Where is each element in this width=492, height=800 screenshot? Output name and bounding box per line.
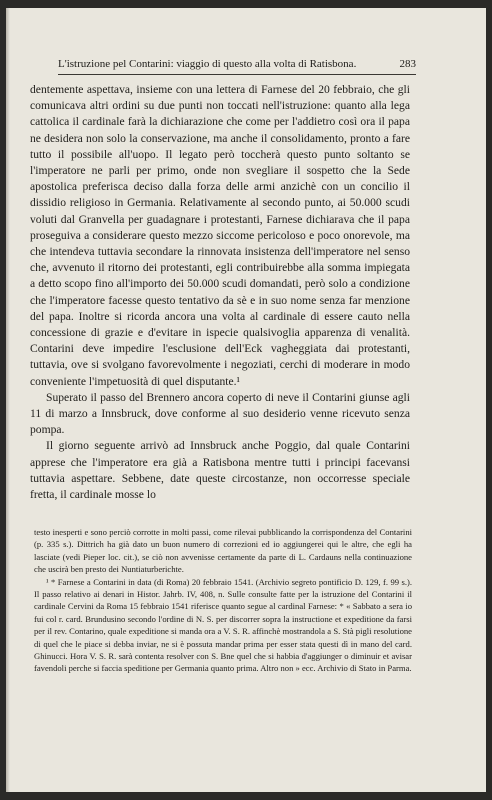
running-header [58,58,416,71]
running-title: L'istruzione pel Contarini: viaggio di questo alla volta di Ratisbona. [58,58,357,70]
main-text [30,82,410,503]
footnote: ¹ * Farnese a Contarini in data (di Roma) 20 febbraio 1541. (Archivio segreto pontificio D. 129, f. 99 s.). Il passo relativo ai denari in Histor. Jahrb. IV, 408, n. Sulle consulte fatte per la istruzione del Contarini il cardinale Cervini da Roma 15 febbraio 1541 riferisce quanto segue al cardinal Farnese: * « Sabbato a sera io fui col r. card. Brundusino secondo l'ordine di N. S. per discorrer sopra la instructione et expeditione da farsi per il rev. Contarino, quale expeditione si manda ora a V. S. R. affinchè mostrandola a S. Stà pigli resolutione di quel che le piace si debba inviar, ne si è possuta mandar prima per esser stata questi dì in mano del card. Ghinucci. Hora V. S. R. sarà contenta resolver con S. Bne quel che si habbia d'aggiunger o diminuir et avisar favendoli perche si faccia speditione per Germania quanto prima. Altro non » ecc. Archivio di Stato in Parma. [34,576,412,674]
paragraph: Il giorno seguente arrivò ad Innsbruck anche Poggio, dal quale Contarini apprese che l'imperatore era già a Ratisbona mentre tutti i principi facevansi tuttavia aspettare. Sebbene, date queste circostanze, non occorresse speciale fretta, il cardinale mosse lo [30,439,410,502]
footnotes [34,526,412,675]
footnote: testo inesperti e sono perciò corrotte in molti passi, come rilevai pubblicando la corrispondenza del Contarini (p. 335 s.). Dittrich ha già dato un buon numero di correzioni ed io aggiungerei qui le altre, che egli ha lasciate (vedi Pieper loc. cit.), se ciò non avvenisse certamente da parte di L. Cardauns nella continuazione che uscirà ben presto dei Nuntiaturberichte. [34,527,412,575]
book-page [6,8,486,792]
header-rule [58,74,416,75]
paragraph: dentemente aspettava, insieme con una lettera di Farnese del 20 febbraio, che gli comunicava altri ordini su due punti non toccati nell'istruzione: quanto alla lega cattolica il cardinale farà la dichiarazione che come per l'addietro così ora il papa ne desidera non solo la conservazione, ma anche il consolidamento, pronto a fare tutto il possibile all'uopo. Il legato però toccherà questo punto soltanto se l'imperatore ne parli per primo, onde non svegliare il sospetto che la Sede apostolica preferisca deciso dalla forza delle armi anzichè con un concilio il dissidio religioso in Germania. Relativamente al secondo punto, ai 50.000 scudi voluti dal Granvella per guadagnare i protestanti, Farnese dichiarava che il papa proseguiva a considerare questo mezzo siccome pericoloso e poco onorevole, ma che intendeva tuttavia secondare la rinnovata insistenza dell'imperatore nel senso che, avvenuto il ritorno dei protestanti, egli contribuirebbe alla somma impiegata a detto scopo fino all'importo dei 50.000 scudi domandati, però solo a condizione che l'imperatore facesse questo tentativo da sè e in suo nome senza far menzione del papa. Inoltre si ricorda ancora una volta al cardinale di essere cauto nella concessione di grazie e d'evitare in ispecie qualsivoglia apparenza di venalità. Contarini deve impedire l'esclusione dell'Eck vagheggiata dai protestanti, tuttavia, ove si svolgano favorevolmente i negoziati, cerchi di moderare in modo conveniente l'impetuosità di quel disputante.¹ [30,83,410,388]
page-number: 283 [399,58,416,70]
page-gutter-shadow [6,8,10,792]
paragraph: Superato il passo del Brennero ancora coperto di neve il Contarini giunse agli 11 di marzo a Innsbruck, dove conforme al suo desiderio venne ricevuto senza pompa. [30,390,410,437]
